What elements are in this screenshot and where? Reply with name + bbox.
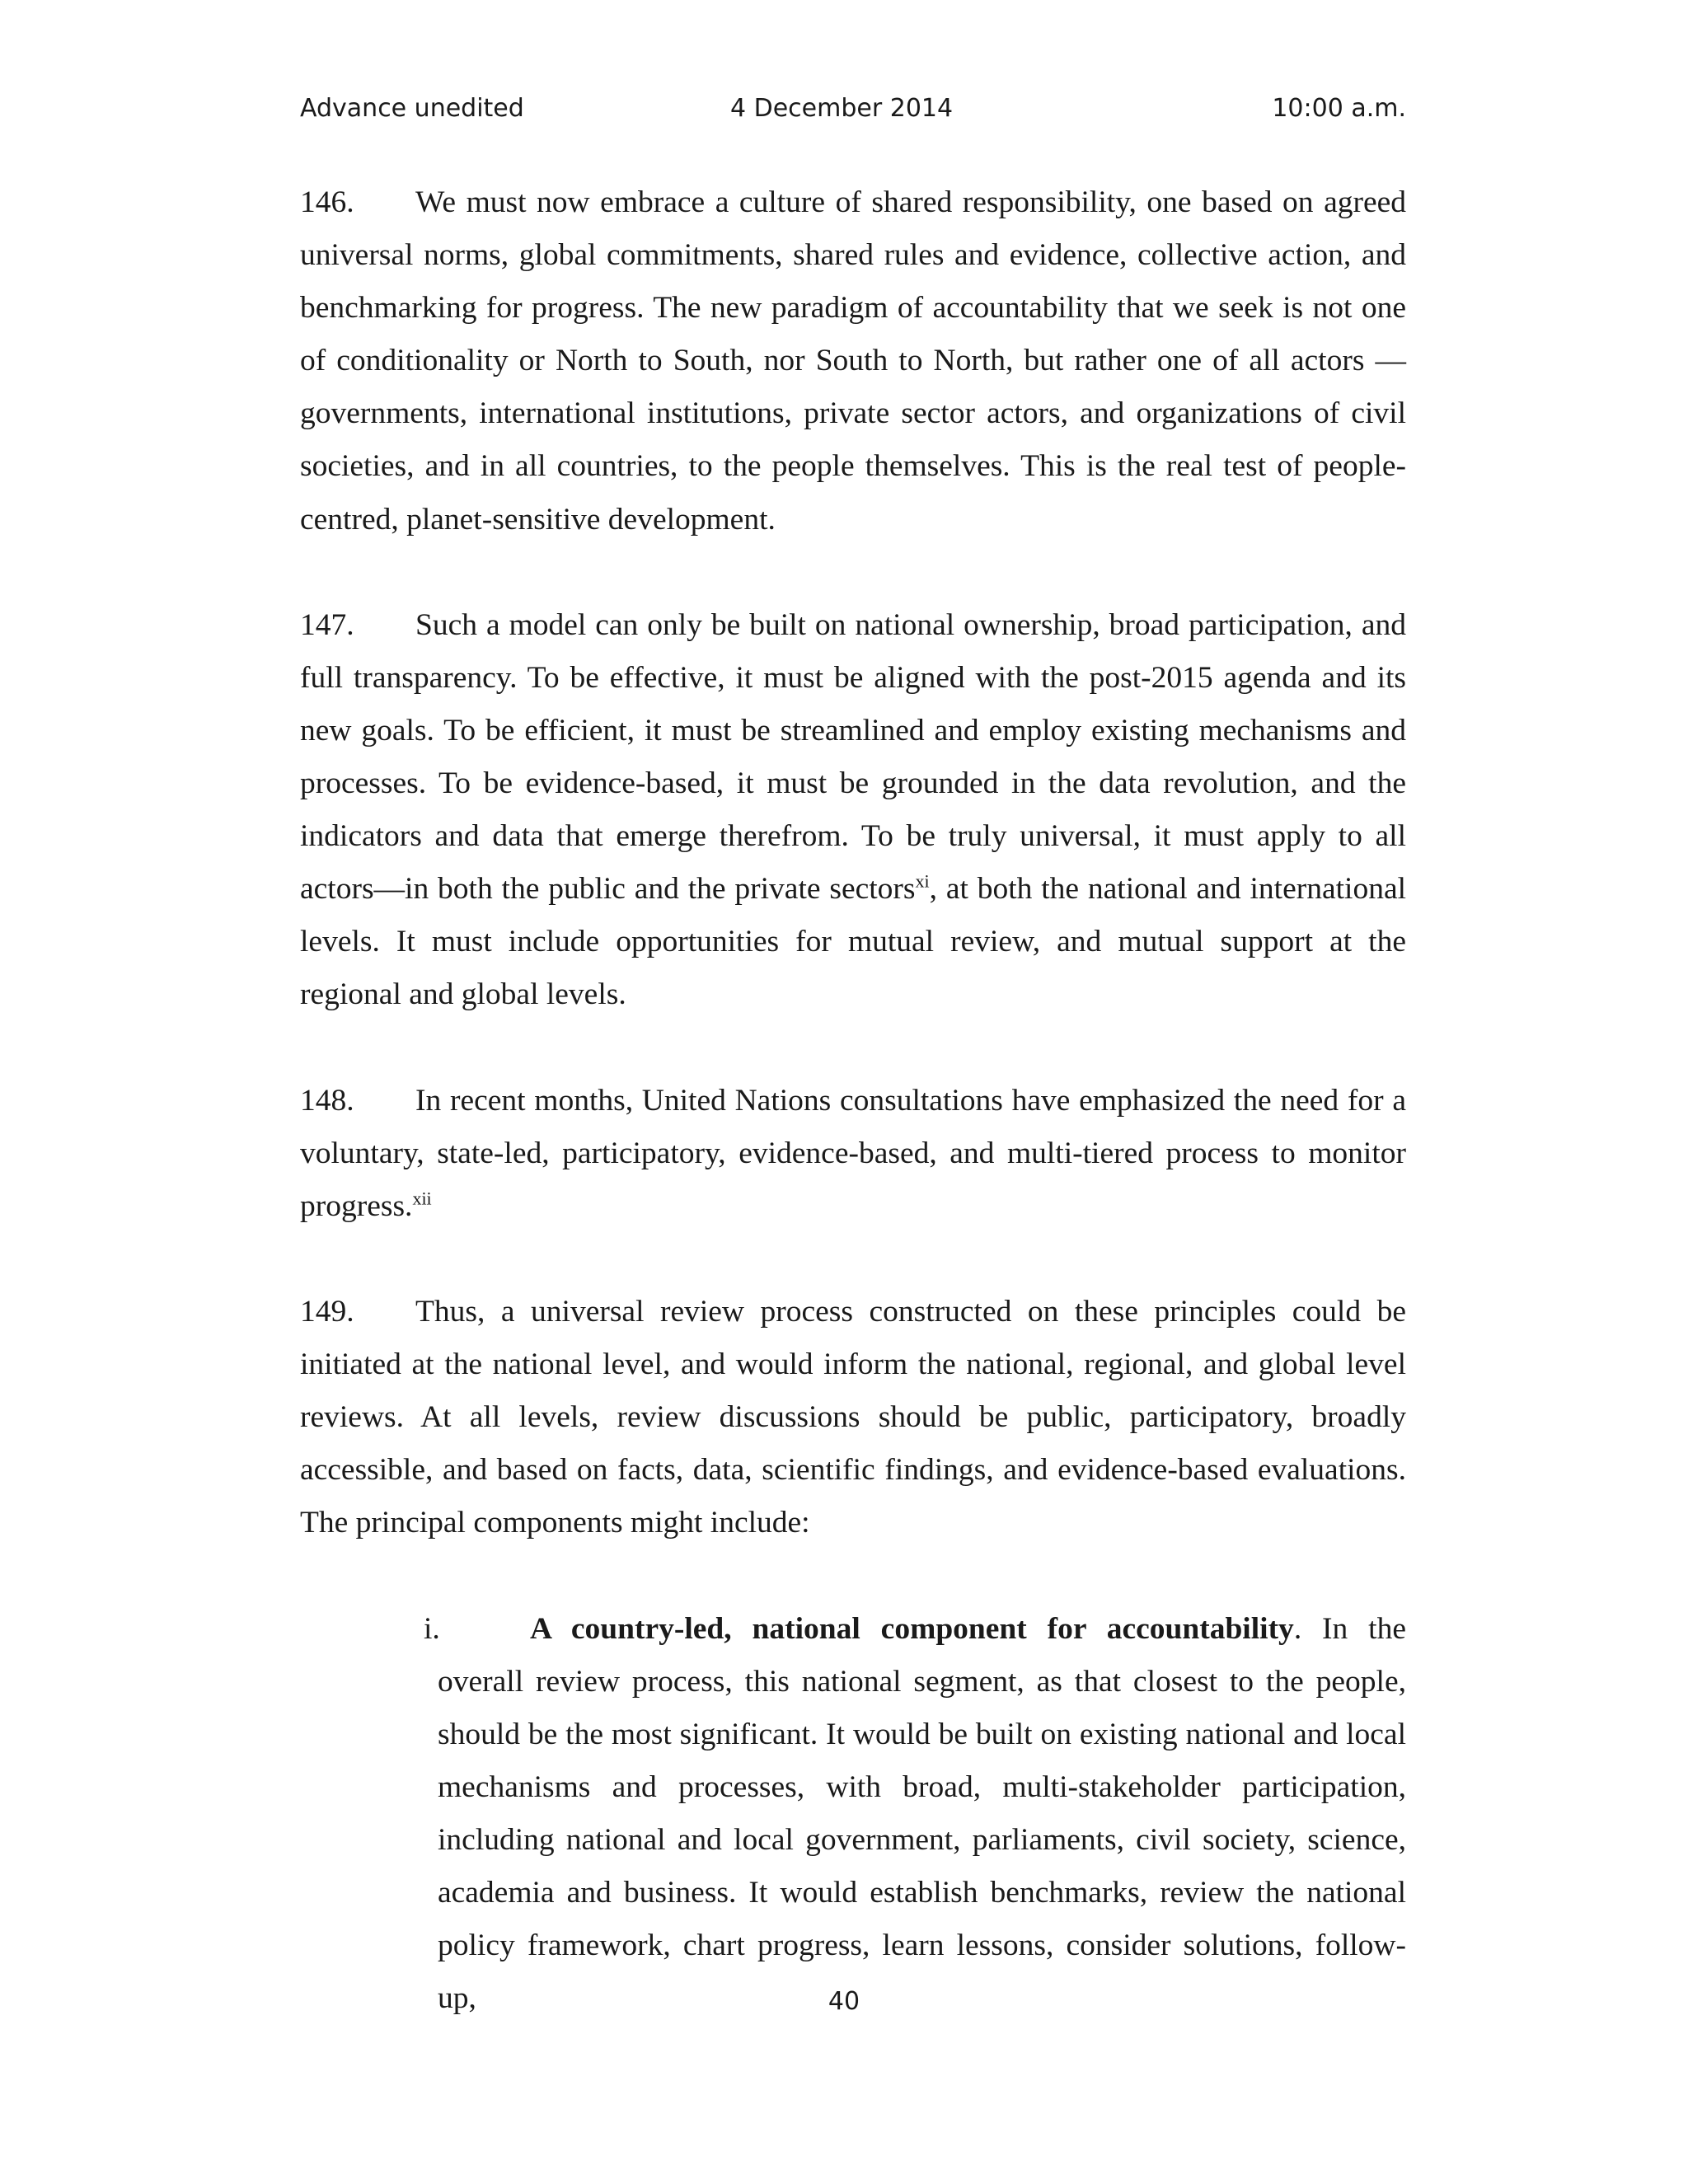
page-header (300, 89, 1406, 129)
paragraph-146 (300, 176, 1406, 546)
footnote-marker: xii (412, 1188, 432, 1209)
list-item (424, 1603, 1406, 2026)
paragraph-text-continued: , at both the national and international levels. It must include opportunities for mutual review, and mutual support at the regional and global levels. (300, 872, 1407, 1012)
list-item-title: A country-led, national component for accountability (530, 1611, 1294, 1646)
paragraph-148 (300, 1075, 1406, 1233)
document-body (300, 176, 1406, 2025)
footnote-marker: xi (915, 870, 930, 892)
paragraph-147 (300, 599, 1406, 1022)
list-item-first-line (424, 1612, 530, 1646)
list-marker: i. (424, 1611, 440, 1646)
list-item-text: . In the overall review process, this national segment, as that closest to the people, should be the most significant. It would be built on existing national and local mechanisms and processes, with broad, multi-stakeholder participation, including national and local government, parliaments, civil society, science, academia and business. It would establish benchmarks, review the national policy framework, chart progress, learn lessons, consider solutions, follow-up, (438, 1611, 1406, 2016)
paragraph-number: 146. (300, 185, 354, 219)
paragraph-text: Such a model can only be built on national ownership, broad participation, and full transparency. To be effective, it must be aligned with the post-2015 agenda and its new goals. To be efficient, it must be streamlined and employ existing mechanisms and processes. To be evidence-based, it must be grounded in the data revolution, and the indicators and data that emerge therefrom. To be truly universal, it must apply to all actors—in both the public and the private sectors (300, 607, 1406, 907)
header-date: 4 December 2014 (730, 94, 954, 123)
paragraph-149 (300, 1286, 1406, 1549)
paragraph-text: In recent months, United Nations consultations have emphasized the need for a voluntary, state-led, participatory, evidence-based, and multi-tiered process to monitor progress. (300, 1083, 1406, 1223)
page-number: 40 (828, 1987, 860, 2016)
paragraph-number: 147. (300, 607, 354, 642)
header-time: 10:00 a.m. (1272, 94, 1406, 123)
header-status: Advance unedited (300, 94, 524, 123)
paragraph-text: Thus, a universal review process constructed on these principles could be initiated at the national level, and would inform the national, regional, and global level reviews. At all levels, review discussions should be public, participatory, broadly accessible, and based on facts, data, scientific findings, and evidence-based evaluations. The principal components might include: (300, 1294, 1406, 1540)
paragraph-number: 148. (300, 1083, 354, 1118)
paragraph-number: 149. (300, 1294, 354, 1329)
paragraph-text: We must now embrace a culture of shared responsibility, one based on agreed universal norms, global commitments, shared rules and evidence, collective action, and benchmarking for progress. The new paradigm of accountability that we seek is not one of conditionality or North to South, nor South to North, but rather one of all actors — governments, international institutions, private sector actors, and organizations of civil societies, and in all countries, to the people themselves. This is the real test of people-centred, planet-sensitive development. (300, 185, 1406, 537)
